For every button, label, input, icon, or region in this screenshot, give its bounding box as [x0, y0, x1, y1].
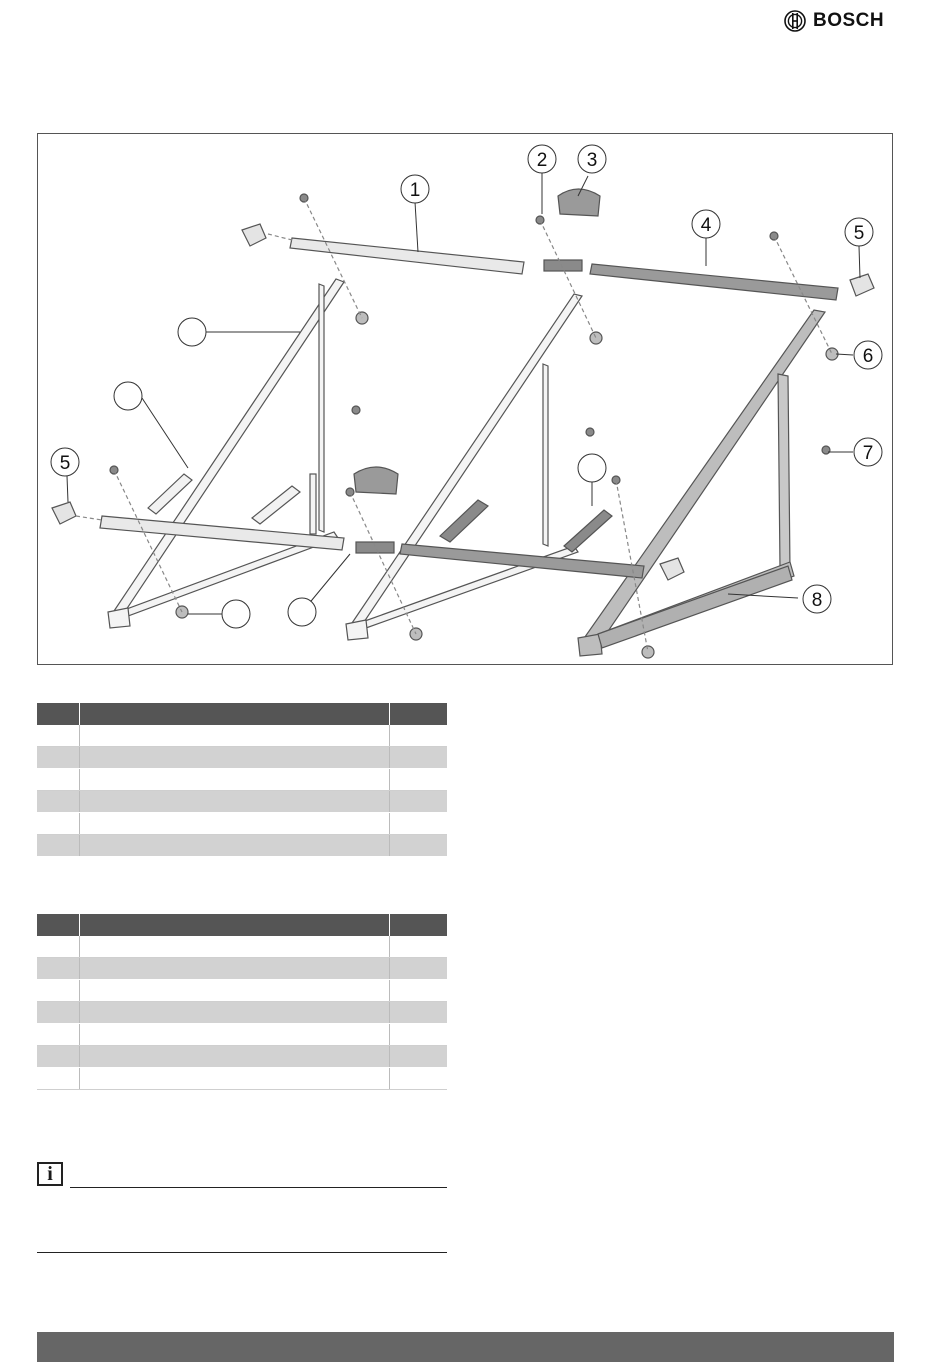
header-cell [79, 703, 389, 725]
callout-5-left [51, 448, 79, 476]
table-cell [389, 791, 447, 813]
svg-text:5: 5 [853, 223, 865, 244]
parts-table-1 [37, 703, 447, 857]
table-cell [37, 769, 79, 791]
clamp-bottom [354, 467, 398, 494]
callout-blank-1 [178, 318, 206, 346]
header-cell [37, 914, 79, 936]
table-cell [79, 813, 389, 835]
table-cell [37, 980, 79, 1002]
callout-3 [578, 145, 606, 173]
rail-connector-top [544, 260, 582, 271]
table-cell [37, 936, 79, 958]
table-row [37, 813, 447, 835]
table-cell [389, 1002, 447, 1024]
end-cap-top [242, 224, 266, 246]
table-cell [37, 813, 79, 835]
callout-6 [854, 341, 882, 369]
table-row [37, 791, 447, 813]
table-cell [389, 747, 447, 769]
end-cap-bottom [660, 558, 684, 580]
svg-text:5: 5 [59, 453, 71, 474]
table-row [37, 1024, 447, 1046]
info-icon [37, 1162, 63, 1186]
svg-text:7: 7 [862, 443, 874, 464]
rail-bottom-right [400, 544, 644, 578]
rail-top-left [290, 238, 524, 274]
screw-5 [586, 428, 594, 436]
table-cell [389, 980, 447, 1002]
table-cell [79, 791, 389, 813]
parts-table-2 [37, 914, 447, 1090]
rail-connector-bottom [356, 542, 394, 553]
note-rule-bottom [37, 1252, 447, 1253]
rail-bottom-left [100, 516, 344, 550]
table-row [37, 1068, 447, 1090]
rail-top-right [590, 264, 838, 300]
header-cell [37, 703, 79, 725]
header-cell [389, 703, 447, 725]
table-cell [389, 958, 447, 980]
callout-blank-3 [222, 600, 250, 628]
svg-text:1: 1 [409, 180, 421, 201]
table-cell [389, 725, 447, 747]
table-cell [79, 1068, 389, 1090]
table-cell [389, 1068, 447, 1090]
end-cap-left [52, 502, 76, 524]
nut-2 [590, 332, 602, 344]
table-cell [389, 936, 447, 958]
table-cell [37, 747, 79, 769]
table-cell [37, 835, 79, 857]
callout-1 [401, 175, 429, 203]
screw-6 [822, 446, 830, 454]
svg-text:2: 2 [536, 150, 548, 171]
callout-5-right [845, 218, 873, 246]
table-row [37, 958, 447, 980]
table-row [37, 980, 447, 1002]
svg-text:3: 3 [586, 150, 598, 171]
table-cell [79, 958, 389, 980]
table-row [37, 835, 447, 857]
end-cap-right [850, 274, 874, 296]
table-cell [79, 725, 389, 747]
table-cell [79, 747, 389, 769]
table-row [37, 725, 447, 747]
table-row [37, 1002, 447, 1024]
table-cell [37, 1068, 79, 1090]
brand-name: BOSCH [813, 10, 885, 31]
callout-2 [528, 145, 556, 173]
svg-text:8: 8 [811, 590, 823, 611]
table-cell [389, 769, 447, 791]
info-glyph: i [47, 1162, 53, 1185]
bosch-armature-icon [784, 10, 806, 32]
callout-7 [854, 438, 882, 466]
roof-hook-4 [564, 510, 612, 552]
svg-text:4: 4 [700, 215, 712, 236]
header-cell [79, 914, 389, 936]
table-cell [79, 980, 389, 1002]
table-cell [37, 725, 79, 747]
header-cell [389, 914, 447, 936]
frame-exploded-view [38, 134, 894, 666]
table-cell [389, 835, 447, 857]
table-row [37, 1046, 447, 1068]
callout-4 [692, 210, 720, 238]
table-cell [79, 769, 389, 791]
svg-text:6: 6 [862, 346, 874, 367]
table-cell [37, 791, 79, 813]
roof-hook-3 [440, 500, 488, 542]
callout-blank-4 [288, 598, 316, 626]
table-cell [79, 936, 389, 958]
screw-4 [352, 406, 360, 414]
table-cell [37, 1002, 79, 1024]
nut-6 [642, 646, 654, 658]
table-cell [389, 1046, 447, 1068]
table-cell [79, 835, 389, 857]
table-cell [79, 1046, 389, 1068]
callout-8 [803, 585, 831, 613]
table-row [37, 936, 447, 958]
bosch-logo [784, 8, 884, 34]
table-cell [389, 1024, 447, 1046]
footer-bar [37, 1332, 894, 1362]
roof-hook-2 [252, 486, 300, 524]
table-row [37, 769, 447, 791]
table-header [37, 914, 447, 936]
callout-blank-5 [578, 454, 606, 482]
callout-blank-2 [114, 382, 142, 410]
table-cell [37, 1046, 79, 1068]
table-cell [389, 813, 447, 835]
table-cell [79, 1002, 389, 1024]
table-row [37, 747, 447, 769]
assembly-figure [37, 133, 893, 665]
table-header [37, 703, 447, 725]
table-cell [37, 1024, 79, 1046]
table-cell [37, 958, 79, 980]
table-cell [79, 1024, 389, 1046]
note-rule-top [70, 1187, 447, 1188]
frame-left [108, 279, 344, 628]
